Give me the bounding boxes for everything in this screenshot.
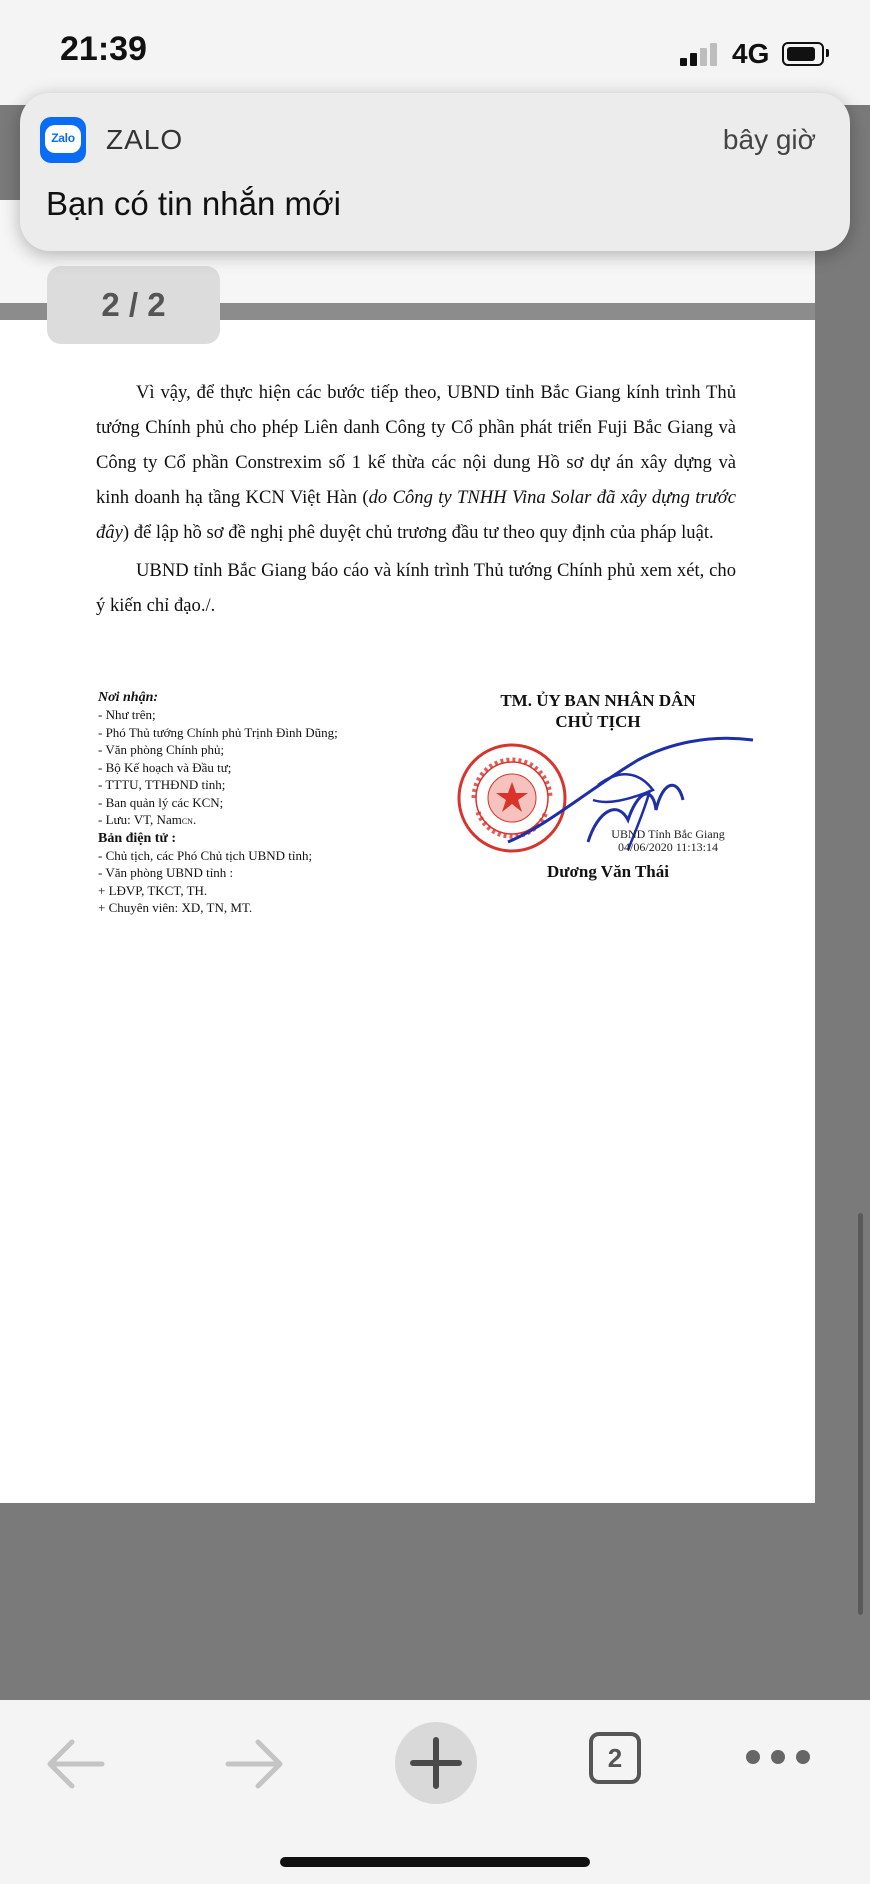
recipient-line: - TTTU, TTHĐND tỉnh; [98,777,226,792]
status-bar [0,0,870,105]
recipient-line: - Phó Thủ tướng Chính phủ Trịnh Đình Dũng; [98,724,338,740]
network-type: 4G [732,38,770,69]
recipient-line: - Văn phòng Chính phủ; [98,742,225,757]
notification-message: Bạn có tin nhắn mới [46,185,341,222]
document-body [96,375,736,623]
electronic-line: - Văn phòng UBND tỉnh : [98,865,234,880]
new-tab-button[interactable] [395,1722,477,1804]
electronic-line: - Chủ tịch, các Phó Chủ tịch UBND tỉnh; [98,847,313,863]
digital-stamp [578,828,758,854]
recipients-block [98,690,418,917]
notification-app-name: ZALO [106,124,184,155]
recipient-line: - Ban quản lý các KCN; [98,794,224,810]
page-indicator: 2 / 2 [47,266,220,344]
plus-icon [395,1722,477,1804]
paragraph-closing: UBND tỉnh Bắc Giang báo cáo và kính trình Thủ tướng Chính phủ xem xét, cho ý kiến chỉ đạo./. [96,560,736,616]
electronic-heading: Bản điện tử : [98,830,177,846]
recipient-line: - Bộ Kế hoạch và Đầu tư; [98,759,232,775]
scroll-indicator[interactable] [858,1213,863,1615]
tabs-button[interactable]: 2 [589,1732,641,1784]
zalo-app-icon: Zalo [40,117,86,163]
forward-arrow-icon[interactable] [222,1734,288,1794]
notification-time: bây giờ [722,124,816,155]
paragraph-request: Vì vậy, để thực hiện các bước tiếp theo, UBND tỉnh Bắc Giang kính trình Thủ tướng Chính phủ cho phép Liên danh Công ty Cổ phần phát triển Fuji Bắc Giang và Công ty Cổ phần Constrexim số 1 kế thừa các nội dung Hồ sơ dự án xây dựng và kinh doanh hạ tầng KCN Việt Hàn (do Công ty TNHH Vina Solar đã xây dựng trước đây) để lập hồ sơ đề nghị phê duyệt chủ trương đầu tư theo quy định của pháp luật. [96,382,736,543]
zalo-notification[interactable] [20,93,850,251]
browser-toolbar [0,1700,870,1884]
more-icon[interactable] [746,1748,812,1768]
stamp-org: UBND Tỉnh Bắc Giang [611,827,725,841]
home-indicator[interactable] [280,1857,590,1867]
signatory-title: CHỦ TỊCH [555,712,641,731]
document-page[interactable] [0,320,815,1503]
electronic-line: + LĐVP, TKCT, TH. [98,882,208,898]
back-arrow-icon[interactable] [42,1734,108,1794]
signatory-org: TM. ỦY BAN NHÂN DÂN [500,691,696,710]
signatory-block [438,690,758,881]
battery-icon [782,42,824,66]
signatory-name: Dương Văn Thái [547,862,669,881]
recipient-line: - Lưu: VT, NamCN. [98,812,197,827]
electronic-line: + Chuyên viên: XD, TN, MT. [98,900,253,915]
stamp-time: 04/06/2020 11:13:14 [618,840,718,854]
signal-icon [680,42,724,66]
recipient-line: - Như trên; [98,707,156,722]
status-time: 21:39 [60,30,147,68]
battery-cap [826,49,829,57]
recipients-heading: Nơi nhận: [98,690,159,705]
